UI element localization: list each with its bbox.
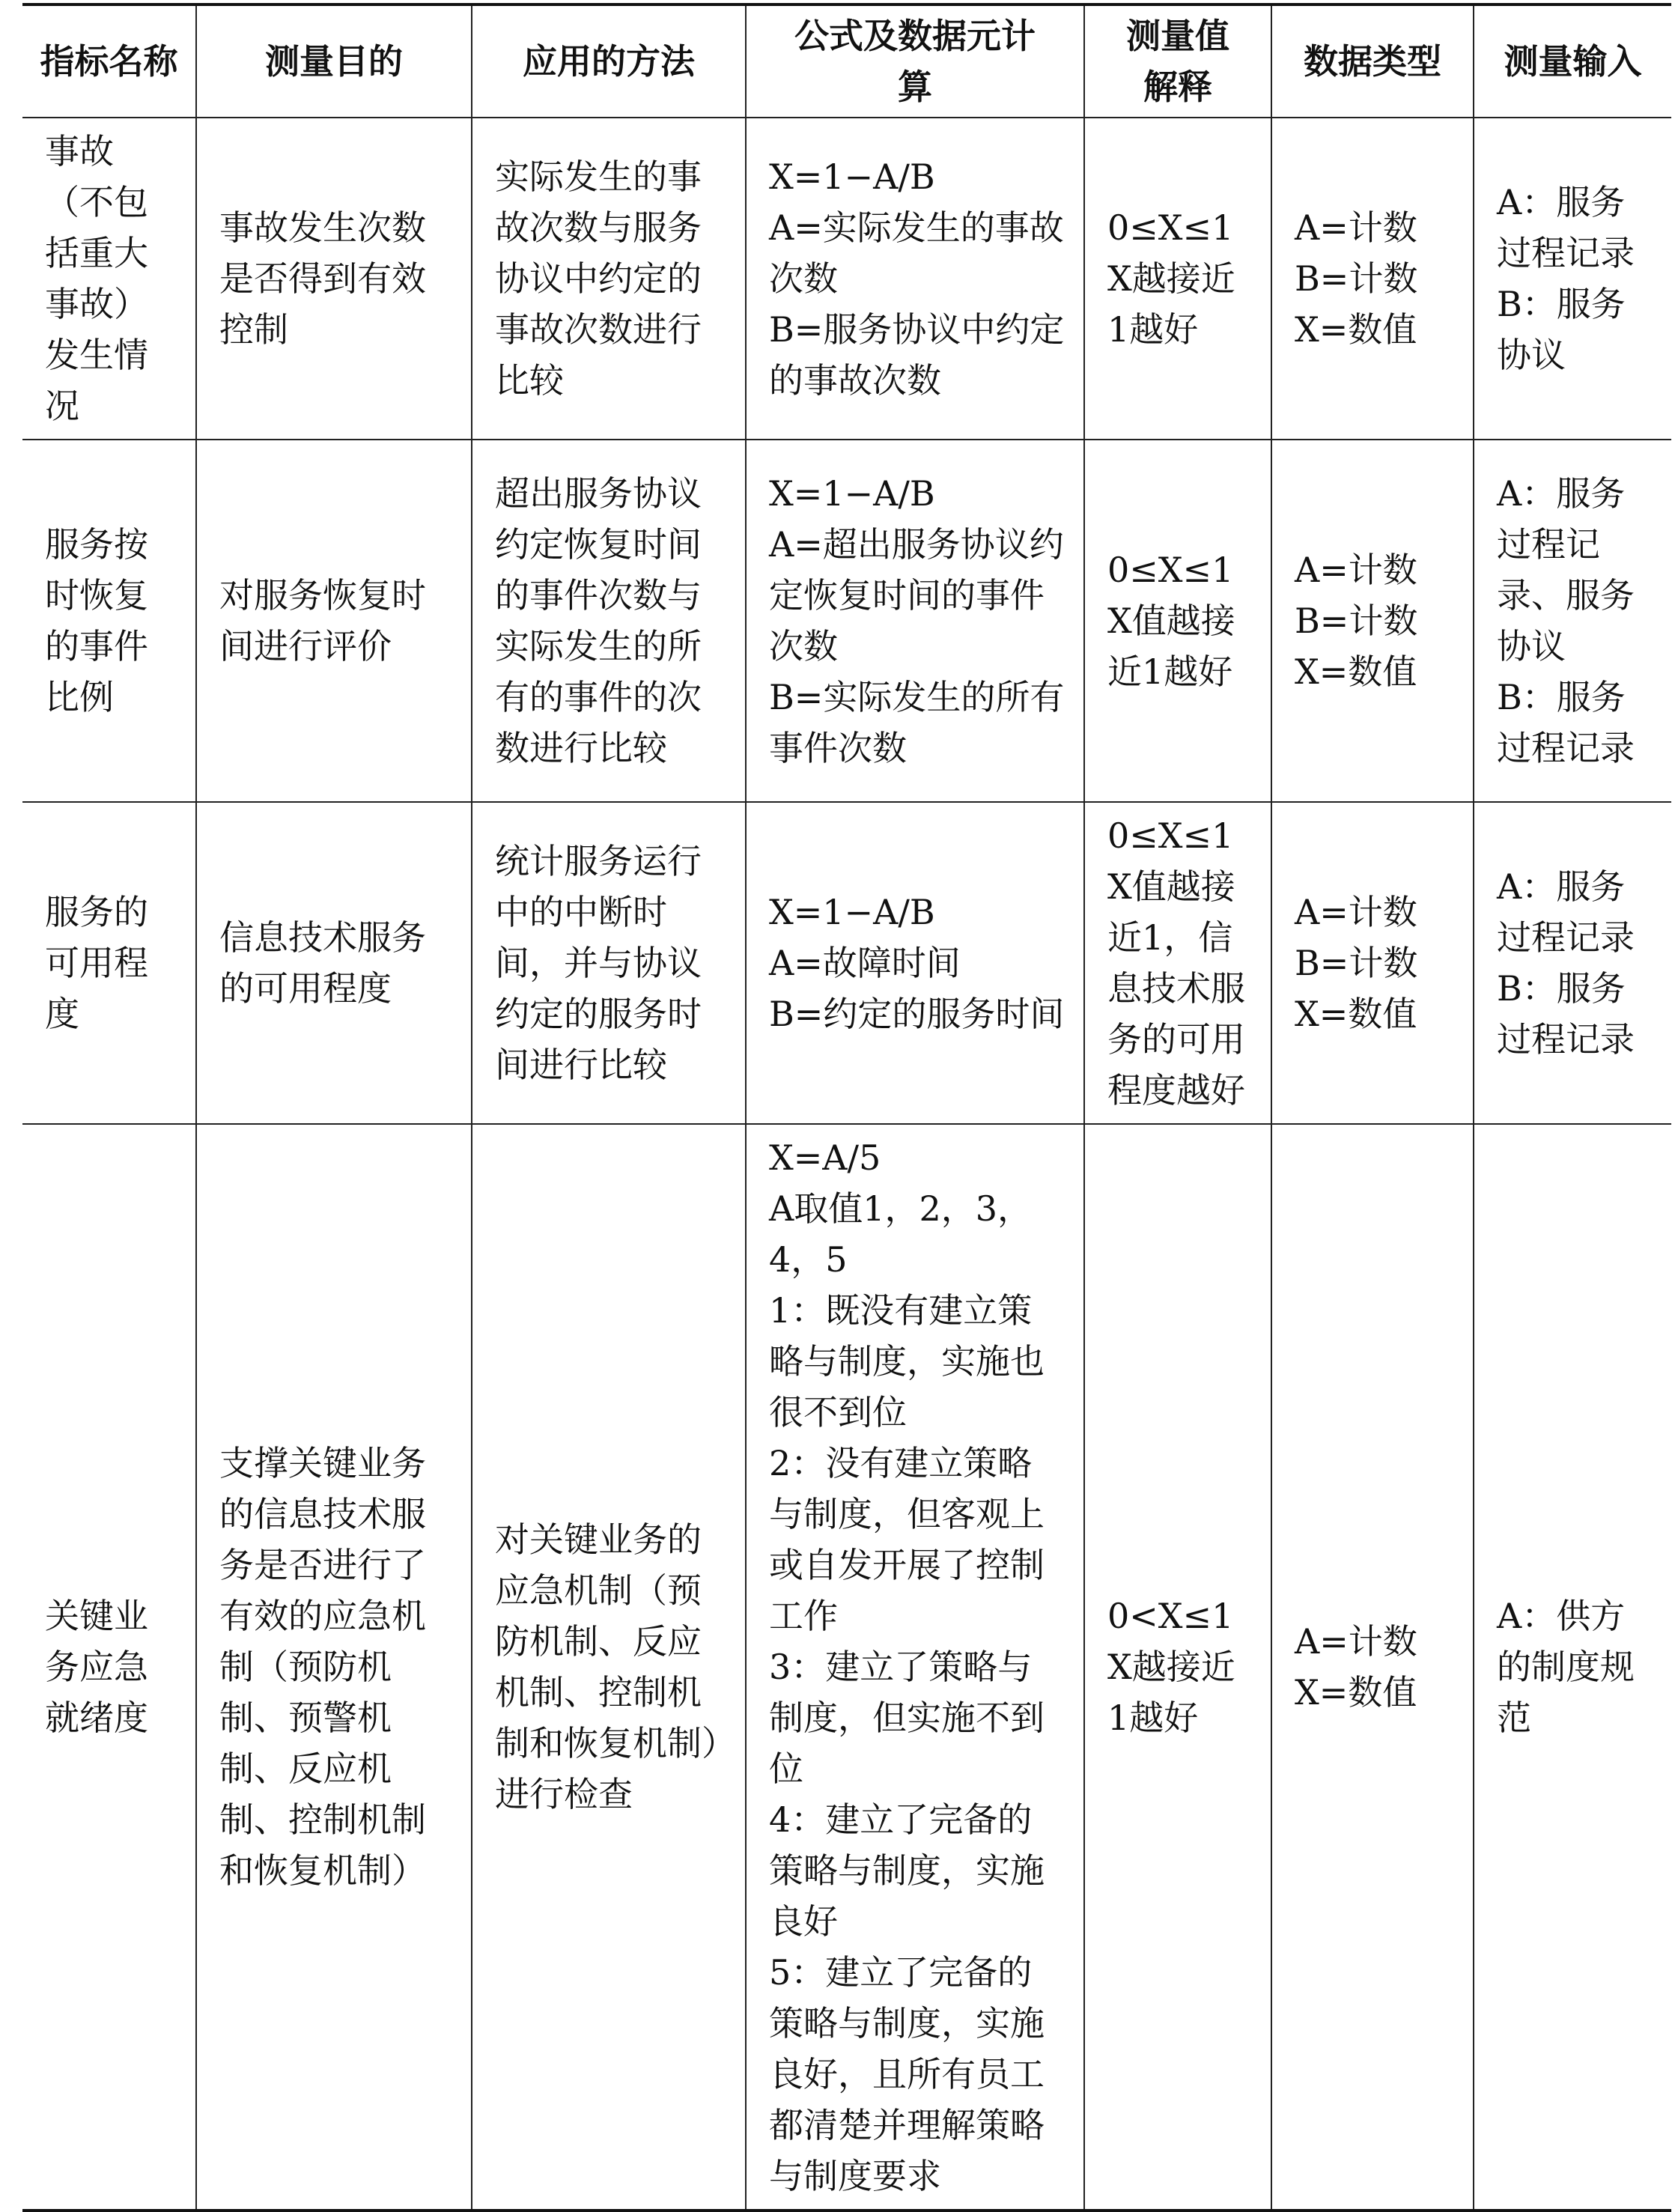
cell-interpretation: [1084, 802, 1271, 1124]
input-line: A：服务过程记录、服务协议: [1497, 473, 1635, 666]
cell-indicator-name: 事故（不包括重大事故）发生情况: [22, 118, 196, 440]
data-type-line: A=计数: [1295, 207, 1417, 248]
cell-input: [1474, 440, 1671, 802]
cell-method: 超出服务协议约定恢复时间的事件次数与实际发生的所有的事件的次数进行比较: [472, 440, 746, 802]
input-line: A：服务过程记录: [1497, 182, 1635, 273]
table-row: [22, 440, 1671, 802]
formula-line: X=1−A/B: [769, 892, 935, 932]
header-data-type: 数据类型: [1271, 4, 1474, 118]
header-interpretation: 测量值解释: [1084, 4, 1271, 118]
cell-data-type: [1271, 118, 1474, 440]
formula-line: 3：建立了策略与制度，但实施不到位: [769, 1647, 1045, 1789]
cell-indicator-name: 服务按时恢复的事件比例: [22, 440, 196, 802]
formula-line: X=A/5: [769, 1137, 881, 1178]
cell-indicator-name: 关键业务应急就绪度: [22, 1124, 196, 2211]
cell-data-type: [1271, 440, 1474, 802]
formula-line: A=故障时间: [769, 943, 961, 983]
input-line: B：服务协议: [1497, 284, 1626, 375]
cell-input: [1474, 1124, 1671, 2211]
formula-line: 5：建立了完备的策略与制度，实施良好，且所有员工都清楚并理解策略与制度要求: [769, 1952, 1045, 2196]
table-header-row: [22, 4, 1671, 118]
formula-line: B=实际发生的所有事件次数: [769, 677, 1065, 768]
header-formula: 公式及数据元计算: [746, 4, 1084, 118]
interpretation-line: X值越接近1越好: [1107, 601, 1235, 692]
formula-line: X=1−A/B: [769, 473, 935, 514]
metrics-table-page: [22, 3, 1672, 2196]
table-row: [22, 802, 1671, 1124]
data-type-line: X=数值: [1295, 1672, 1417, 1713]
data-type-line: X=数值: [1295, 651, 1417, 692]
cell-formula: [746, 440, 1084, 802]
interpretation-line: 0<X≤1: [1107, 1596, 1234, 1636]
formula-line: A=实际发生的事故次数: [769, 207, 1064, 299]
cell-formula: [746, 802, 1084, 1124]
cell-data-type: [1271, 802, 1474, 1124]
formula-line: B=服务协议中约定的事故次数: [769, 309, 1065, 401]
cell-purpose: 信息技术服务的可用程度: [196, 802, 472, 1124]
interpretation-line: 0≤X≤1: [1107, 815, 1234, 856]
interpretation-line: X越接近1越好: [1107, 258, 1235, 350]
cell-input: [1474, 802, 1671, 1124]
cell-purpose: 事故发生次数是否得到有效控制: [196, 118, 472, 440]
cell-data-type: [1271, 1124, 1474, 2211]
data-type-line: X=数值: [1295, 994, 1417, 1034]
cell-purpose: 对服务恢复时间进行评价: [196, 440, 472, 802]
formula-line: A取值1，2，3，4，5: [769, 1188, 1033, 1280]
header-method: 应用的方法: [472, 4, 746, 118]
data-type-line: A=计数: [1295, 892, 1417, 932]
data-type-line: B=计数: [1295, 258, 1418, 299]
table-row: [22, 1124, 1671, 2211]
cell-method: 实际发生的事故次数与服务协议中约定的事故次数进行比较: [472, 118, 746, 440]
interpretation-line: X值越接近1，信息技术服务的可用程度越好: [1107, 866, 1245, 1110]
formula-line: 2：没有建立策略与制度，但客观上或自发开展了控制工作: [769, 1443, 1045, 1636]
formula-line: B=约定的服务时间: [769, 994, 1065, 1034]
formula-line: 1：既没有建立策略与制度，实施也很不到位: [769, 1290, 1045, 1432]
input-line: A：服务过程记录: [1497, 866, 1635, 958]
formula-line: 4：建立了完备的策略与制度，实施良好: [769, 1799, 1045, 1942]
header-input: 测量输入: [1474, 4, 1671, 118]
interpretation-line: 0≤X≤1: [1107, 207, 1234, 248]
cell-input: [1474, 118, 1671, 440]
formula-line: A=超出服务协议约定恢复时间的事件次数: [769, 524, 1064, 666]
metrics-table: [22, 3, 1671, 2212]
formula-line: X=1−A/B: [769, 157, 935, 197]
cell-purpose: 支撑关键业务的信息技术服务是否进行了有效的应急机制（预防机制、预警机制、反应机制、控制机制和恢复机制）: [196, 1124, 472, 2211]
cell-method: 统计服务运行中的中断时间，并与协议约定的服务时间进行比较: [472, 802, 746, 1124]
input-line: A：供方的制度规范: [1497, 1596, 1635, 1738]
data-type-line: B=计数: [1295, 601, 1418, 641]
interpretation-line: X越接近1越好: [1107, 1647, 1235, 1738]
cell-interpretation: [1084, 1124, 1271, 2211]
interpretation-line: 0≤X≤1: [1107, 550, 1234, 590]
cell-interpretation: [1084, 440, 1271, 802]
cell-formula: [746, 118, 1084, 440]
data-type-line: B=计数: [1295, 943, 1418, 983]
header-purpose: 测量目的: [196, 4, 472, 118]
input-line: B：服务过程记录: [1497, 968, 1635, 1060]
cell-formula: [746, 1124, 1084, 2211]
cell-interpretation: [1084, 118, 1271, 440]
cell-indicator-name: 服务的可用程度: [22, 802, 196, 1124]
data-type-line: A=计数: [1295, 1621, 1417, 1662]
data-type-line: A=计数: [1295, 550, 1417, 590]
data-type-line: X=数值: [1295, 309, 1417, 350]
table-row: [22, 118, 1671, 440]
cell-method: 对关键业务的应急机制（预防机制、反应机制、控制机制和恢复机制）进行检查: [472, 1124, 746, 2211]
header-indicator-name: 指标名称: [22, 4, 196, 118]
input-line: B：服务过程记录: [1497, 677, 1635, 768]
